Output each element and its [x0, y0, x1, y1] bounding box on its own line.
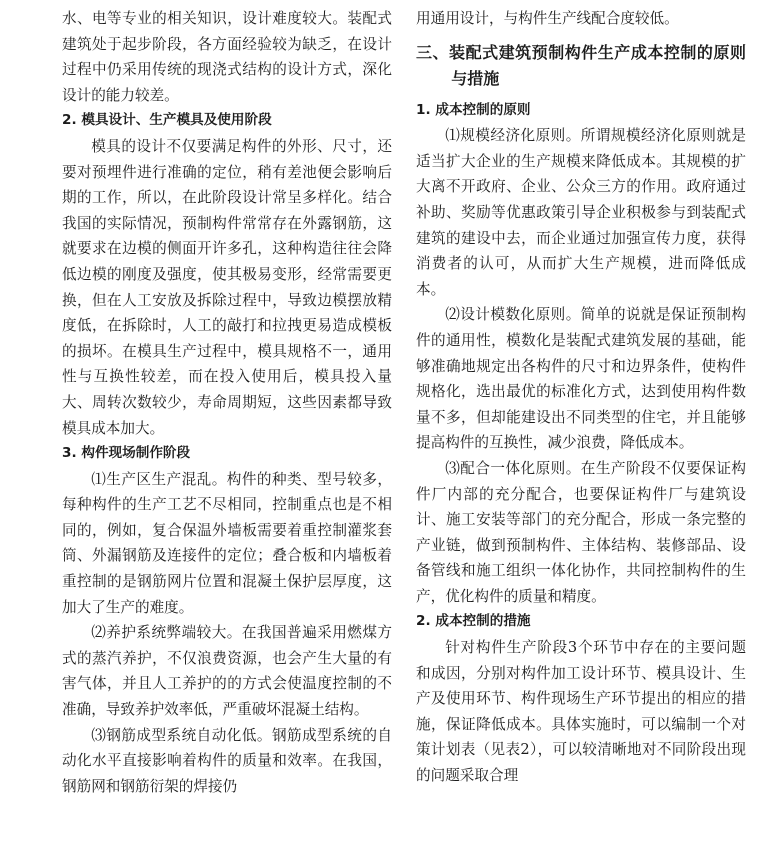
subheading-mold-stage: 2. 模具设计、生产模具及使用阶段: [62, 112, 272, 129]
paragraph-integration: ⑶配合一体化原则。在生产阶段不仅要保证构件厂内部的充分配合，也要保证构件厂与建筑设计、施工安装等部门的充分配合，形成一条完整的产业链，做到预制构件、主体结构、装修部品、设备管线和施工组织一体化协作，共同控制构件的生产，优化构件的质量和精度。: [416, 459, 746, 605]
paragraph-continued: 用通用设计，与构件生产线配合度较低。: [416, 10, 679, 27]
paragraph-scale-economy: ⑴规模经济化原则。所谓规模经济化原则就是适当扩大企业的生产规模来降低成本。其规模的扩大离不开政府、企业、公众三方的作用。政府通过补助、奖励等优惠政策引导企业积极参与到装配式建筑的建设中去，而企业通过加强宣传力度，获得消费者的认可，从而扩大生产规模，进而降低成本。: [416, 127, 746, 298]
paragraph-rebar-automation: ⑶钢筋成型系统自动化低。钢筋成型系统的自动化水平直接影响着构件的质量和效率。在我国，钢筋网和钢筋衍架的焊接仍: [62, 726, 392, 795]
paragraph-design-difficulty: 水、电等专业的相关知识，设计难度较大。装配式建筑处于起步阶段，各方面经验较为缺乏，在设计过程中仍采用传统的现浇式结构的设计方式，深化设计的能力较差。: [62, 10, 392, 104]
subheading-cost-principles: 1. 成本控制的原则: [416, 101, 531, 118]
section-title: 三、装配式建筑预制构件生产成本控制的原则与措施: [416, 42, 746, 88]
paragraph-curing-system: ⑵养护系统弊端较大。在我国普遍采用燃煤方式的蒸汽养护，不仅浪费资源，也会产生大量的有害气体，并且人工养护的的方式会使温度控制的不准确，导致养护效率低，严重破坏混凝土结构。: [62, 624, 392, 719]
left-column: [62, 6, 392, 799]
paragraph-measures: 针对构件生产阶段3个环节中存在的主要问题和成因，分别对构件加工设计环节、模具设计、生产及使用环节、构件现场生产环节提出的相应的措施，保证降低成本。具体实施时，可以编制一个对策计划表（见表2），可以较清晰地对不同阶段出现的问题采取合理: [416, 639, 746, 785]
subheading-cost-measures: 2. 成本控制的措施: [416, 613, 531, 630]
right-column: [416, 6, 746, 789]
paragraph-mold-design: 模具的设计不仅要满足构件的外形、尺寸，还要对预埋件进行准确的定位，稍有差池便会影响后期的工作，所以，在此阶段设计常呈多样化。结合我国的实际情况，预制构件常常存在外露钢筋，这就要求在边模的侧面开许多孔，这种构造往往会降低边模的刚度及强度，使其极易变形，经常需要更换，但在人工安放及拆除过程中，导致边模摆放精度低，在拆除时，人工的敲打和拉拽更易造成模板的损坏。在模具生产过程中，模具规格不一，通用性与互换性较差，而在投入使用后，模具投入量大、周转次数较少，寿命周期短，这些因素都导致模具成本加大。: [62, 137, 392, 437]
subheading-onsite-production: 3. 构件现场制作阶段: [62, 445, 191, 462]
paragraph-production-chaos: ⑴生产区生产混乱。构件的种类、型号较多，每种构件的生产工艺不尽相同，控制重点也是不相同的，例如，复合保温外墙板需要着重控制灌浆套筒、外漏钢筋及连接件的定位；叠合板和内墙板着重控制的是钢筋网片位置和混凝土保护层厚度，这加大了生产的难度。: [62, 470, 392, 616]
paragraph-modular-design: ⑵设计模数化原则。简单的说就是保证预制构件的通用性，模数化是装配式建筑发展的基础，能够准确地规定出各构件的尺寸和边界条件，使构件规格化，选出最优的标准化方式，达到使用构件数量不多，但却能建设出不同类型的住宅，并且能够提高构件的互换性，减少浪费，降低成本。: [416, 306, 746, 452]
